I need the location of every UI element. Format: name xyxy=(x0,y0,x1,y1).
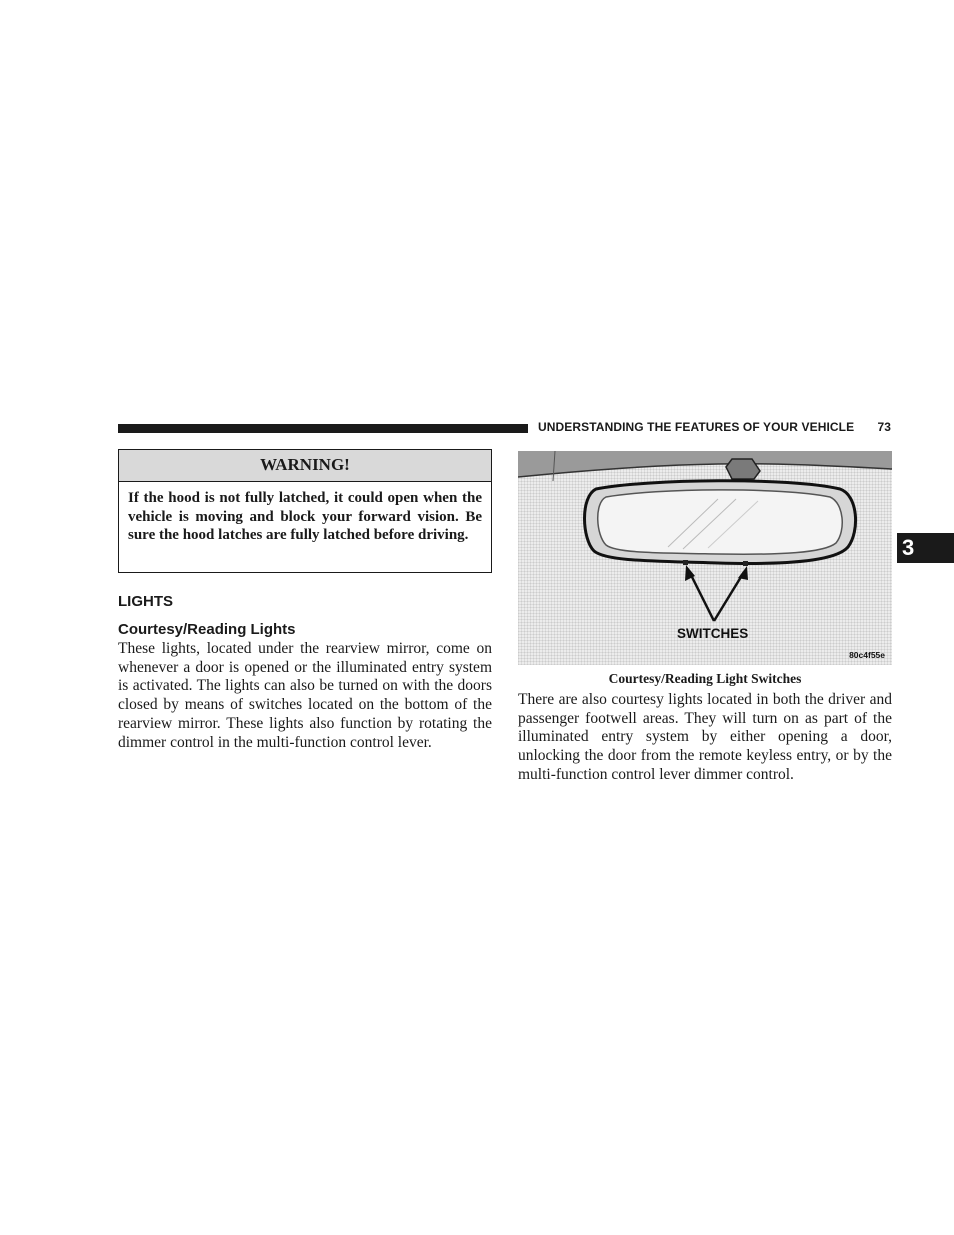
running-header xyxy=(538,420,891,434)
header-rule xyxy=(118,424,528,433)
warning-title: WARNING! xyxy=(119,450,491,482)
switch-right xyxy=(743,561,748,566)
page-number: 73 xyxy=(877,420,891,434)
arrow-right xyxy=(714,572,744,621)
arrow-left xyxy=(689,571,714,621)
figure-label: SWITCHES xyxy=(677,626,749,641)
figure-caption: Courtesy/Reading Light Switches xyxy=(608,671,802,686)
section-heading: LIGHTS xyxy=(118,593,173,610)
figure-code: 80c4f55e xyxy=(849,650,885,660)
warning-text: If the hood is not fully latched, it could open when the vehicle is moving and block your forward vision. Be sure the hood latches are fully latched before driving. xyxy=(128,490,482,544)
switch-left xyxy=(683,560,688,565)
section-title: UNDERSTANDING THE FEATURES OF YOUR VEHICLE xyxy=(538,420,855,434)
warning-box xyxy=(118,449,492,573)
body-paragraph-right: There are also courtesy lights located in both the driver and passenger footwell areas. They will turn on as part of the illuminated entry system by either opening a door, unlocking the door from the remote keyless entry, or by the multi-function control lever dimmer control. xyxy=(518,691,892,783)
mirror-mount xyxy=(726,459,760,479)
mirror-illustration xyxy=(518,451,892,665)
body-paragraph: These lights, located under the rearview mirror, come on whenever a door is opened or the illuminated entry system is activated. The lights can also be turned on with the doors closed by means of switches located on the bottom of the rearview mirror. These lights also function by rotating the dimmer control in the multi-function control lever. xyxy=(118,640,492,751)
subsection-heading: Courtesy/Reading Lights xyxy=(118,621,296,638)
chapter-tab: 3 xyxy=(897,533,954,563)
mirror-glass xyxy=(598,490,843,554)
